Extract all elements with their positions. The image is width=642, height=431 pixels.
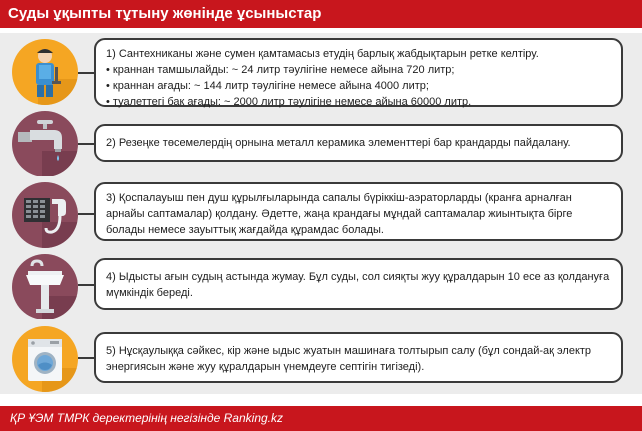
tip-4-box bbox=[94, 258, 623, 310]
tip-4-line-2: мүмкіндік береді. bbox=[106, 287, 193, 299]
connector-line bbox=[78, 284, 94, 286]
tip-3-line-3: болады немесе зауыттық жағдайда құрамдас болады. bbox=[106, 224, 384, 236]
tip-3-box bbox=[94, 182, 623, 241]
header-bar bbox=[0, 0, 642, 28]
source-note: ҚР ҰЭМ ТМРК деректерінің негізінде Ranking.kz bbox=[10, 411, 283, 425]
tip-2-line-1: 2) Резеңке төсемелердің орнына металл керамика элементтері бар крандарды пайдалану. bbox=[106, 137, 571, 149]
tip-5-line-1: 5) Нұсқаулыққа сәйкес, кір және ыдыс жуатын машинаға толтырып салу (бұл сондай-ақ электр bbox=[106, 345, 592, 357]
tip-5-box bbox=[94, 332, 623, 383]
tip-1-line-3: • краннан ағады: ~ 144 литр тәулігіне немесе айына 4000 литр; bbox=[106, 80, 429, 92]
tip-1-line-4: • туалеттегі бак ағады: ~ 2000 литр тәулігіне немесе айына 60000 литр. bbox=[106, 96, 472, 108]
plumber-icon bbox=[12, 39, 78, 105]
tip-5-line-2: энергиясын және жуу құралдарын үнемдеуге септігін тигізеді). bbox=[106, 361, 425, 373]
tip-1-line-1: 1) Сантехниканы және сумен қамтамасыз етудің барлық жабдықтарын ретке келтіру. bbox=[106, 48, 539, 60]
tip-1-line-2: • краннан тамшылайды: ~ 24 литр тәулігіне немесе айына 720 литр; bbox=[106, 64, 455, 76]
tip-2-box bbox=[94, 124, 623, 162]
tip-4-line-1: 4) Ыдысты ағын судың астында жумау. Бұл суды, сол сияқты жуу құралдарын 10 есе аз қолдануға bbox=[106, 271, 610, 283]
connector-line bbox=[78, 357, 94, 359]
page-title: Суды ұқыпты тұтыну жөнінде ұсыныстар bbox=[8, 5, 322, 22]
washing-machine-icon bbox=[12, 326, 78, 392]
tip-3-line-2: арнайы саптамалар) қолдану. Әдетте, жаңа крандағы мұндай саптамалар жиынтықта бірге bbox=[106, 208, 573, 220]
shower-icon bbox=[12, 182, 78, 248]
connector-line bbox=[78, 72, 94, 74]
tip-1-box bbox=[94, 38, 623, 107]
connector-line bbox=[78, 213, 94, 215]
faucet-icon bbox=[12, 111, 78, 177]
footer-bar bbox=[0, 406, 642, 431]
sink-icon bbox=[12, 254, 78, 320]
tip-3-line-1: 3) Қоспалауыш пен душ құрылғыларында сапалы бүріккіш-аэраторларды (кранға арналған bbox=[106, 192, 572, 204]
connector-line bbox=[78, 143, 94, 145]
